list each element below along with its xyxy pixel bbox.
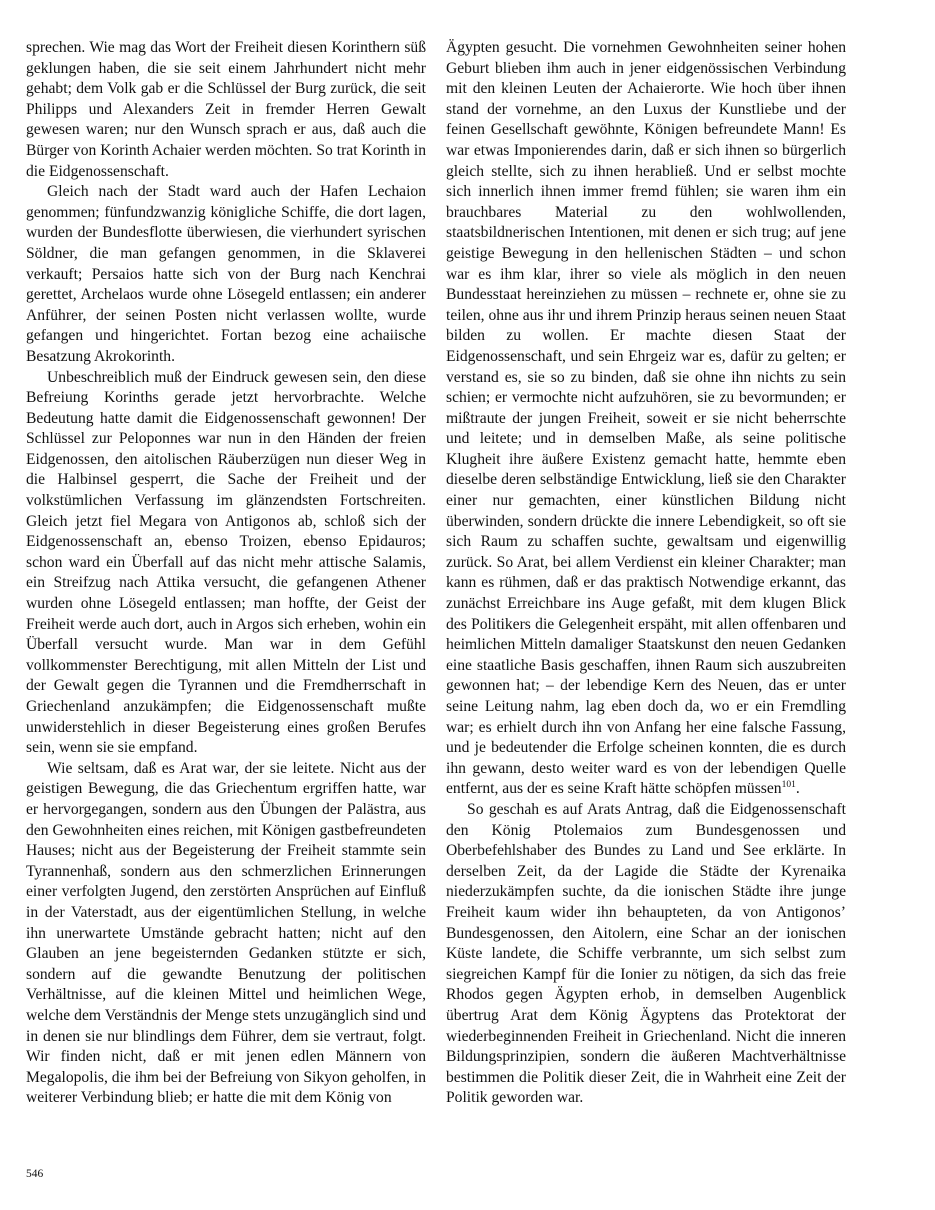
paragraph: Gleich nach der Stadt ward auch der Hafen Lechaion genommen; fünfundzwanzig königliche Schiffe, die dort lagen, wurden der Bundesflotte überwiesen, die vierhundert syrischen Söldner, die man gefangen genommen, in die Sklaverei verkauft; Persaios hatte sich von der Burg nach Kenchrai gerettet, Archelaos wurde ohne Lösegeld entlassen; ein anderer Anführer, der seinen Posten nicht verlassen wollte, wurde gefangen und hingerichtet. Fortan bezog eine achaiische Besatzung Akrokorinth. bbox=[26, 183, 426, 365]
paragraph bbox=[446, 38, 846, 800]
left-column bbox=[26, 38, 426, 1109]
footnote-reference[interactable]: 101 bbox=[781, 780, 796, 791]
paragraph: Wie seltsam, daß es Arat war, der sie leitete. Nicht aus der geistigen Bewegung, die das Griechentum ergriffen hatte, war er hervorgegangen, sondern aus den Übungen der Palästra, aus den Gewohnheiten eines reichen, mit Königen gastbefreundeten Hauses; nicht aus der Begeisterung der Freiheit stammte sein Tyrannenhaß, sondern aus den schmerzlichen Erinnerungen einer verfolgten Jugend, den zerstörten Ansprüchen auf Einfluß in der Vaterstadt, aus der eigentümlichen Stellung, in welche ihn unerwartete Umstände gebracht hatten; nicht auf den Glauben an jene begeisternden Gedanken stützte er sich, sondern auf die gewandte Benutzung der politischen Verhältnisse, auf die kleinen Mittel und heimlichen Wege, welche dem Verständnis der Menge stets unzugänglich sind und in denen sie nur blindlings dem Führer, dem sie vertraut, folgt. Wir finden nicht, daß er mit jenen edlen Männern von Megalopolis, die ihm bei der Befreiung von Sikyon geholfen, in weiterer Verbindung blieb; er hatte die mit dem König von bbox=[26, 759, 426, 1107]
paragraph: sprechen. Wie mag das Wort der Freiheit diesen Korinthern süß geklungen haben, die sie seit einem Jahrhundert nicht mehr gehabt; dem Volk gab er die Schlüssel der Burg zurück, die seit Philipps und Alexanders Zeit in fremder Herren Gewalt gewesen waren; nur den Wunsch sprach er aus, daß auch die Bürger von Korinth Achaier werden möchten. So trat Korinth in die Eidgenossenschaft. bbox=[26, 39, 426, 180]
sentence-end: . bbox=[795, 780, 800, 798]
paragraph: Unbeschreiblich muß der Eindruck gewesen sein, den diese Befreiung Korinths gerade jetzt hervorbrachte. Welche Bedeutung hatte damit die Eidgenossenschaft gewonnen! Der Schlüssel zur Peloponnes war nun in den Händen der freien Eidgenossen, den aitolischen Räuberzügen nun dieser Weg in die Halbinsel gesperrt, die Sache der Freiheit und der volkstümlichen Verfassung im glänzendsten Fortschreiten. Gleich jetzt fiel Megara von Antigonos ab, schloß sich der Eidgenossenschaft an, ebenso Troizen, ebenso Epidauros; schon ward ein Überfall auf das nicht mehr attische Salamis, ein Streifzug nach Attika versucht, die gefangenen Athener wurden ohne Lösegeld entlassen; man hoffte, der Geist der Freiheit werde auch dort, auch in Argos sich erheben, wohin ein Überfall versucht wurde. Man war in dem Gefühl vollkommenster Berechtigung, mit allen Mitteln der List und der Gewalt gegen die Tyrannen und die Fremdherrschaft in Griechenland anzukämpfen; die Eidgenossenschaft mußte unwiderstehlich in dieser Begeisterung eines großen Berufes sein, wenn sie sie empfand. bbox=[26, 368, 426, 757]
paragraph-text: Ägypten gesucht. Die vornehmen Gewohnheiten seiner hohen Geburt blieben ihm auch in jener eidgenössischen Verbindung mit den kleinen Leuten der Achaierorte. Wie hoch über ihnen stand der vornehme, an den Luxus der Kunstliebe und der feinen Gesellschaft gewöhnte, Königen befreundete Mann! Es war etwas Imponierendes darin, daß er sich ihnen so bürgerlich gleich stellte, sich zu ihnen herabließ. Und er selbst mochte sich innerlich ihnen immer fremd fühlen; sie waren ihm ein brauchbares Material zu den wohlwollenden, staatsbildnerischen Intentionen, mit denen er sich trug; auf jene geistige Bewegung in den hellenischen Städten – und schon war es ihm klar, ihrer so viele als möglich in den neuen Bundesstaat hereinziehen zu müssen – rechnete er, ohne sie zu teilen, ohne aus ihr und ihrem Prinzip heraus seinen neuen Staat bilden zu wollen. Er machte diesen Staat der Eidgenossenschaft, und sein Ehrgeiz war es, dafür zu gelten; er verstand es, sie so zu binden, daß sie ohne ihn nichts zu sein schien; er vermochte nicht aufzuhören, sie zu bevormunden; er mißtraute der jungen Freiheit, soweit er sie nicht beherrschte und leitete; und in demselben Maße, als seine politische Klugheit ihre äußere Existenz gemacht hatte, hemmte eben dieselbe deren selbständige Entwicklung, ließ sie den Charakter einer nur gemachten, einer künstlichen Bildung nicht überwinden, sondern drückte die innere Lebendigkeit, so oft sie sich Raum zu schaffen suchte, gewaltsam und eigenwillig zurück. So Arat, bei allem Verdienst ein kleiner Charakter; man kann es rühmen, daß er das praktisch Notwendige erkannt, das zunächst Erreichbare ins Auge gefaßt, mit dem klugen Blick des Politikers die Gelegenheit erspäht, mit allen offenbaren und heimlichen Mitteln damaliger Staatskunst den neuen Gedanken eine staatliche Basis geschaffen, ihnen Raum sich auszubreiten gewonnen hat; – der lebendige Kern des Neuen, das er unter seine Leitung nahm, lag eben doch da, wo er ein Fremdling war; es erhielt durch ihn von Anfang her eine falsche Fassung, und je bedeutender die Erfolge scheinen konnten, die es durch ihn gewann, desto weiter ward es von der lebendigen Quelle entfernt, aus der es seine Kraft hätte schöpfen müssen bbox=[446, 39, 846, 798]
page-number: 546 bbox=[26, 1168, 44, 1180]
right-column bbox=[446, 38, 846, 1109]
paragraph: So geschah es auf Arats Antrag, daß die Eidgenossenschaft den König Ptolemaios zum Bundesgenossen und Oberbefehlshaber des Bundes zu Land und See erklärte. In derselben Zeit, da der Lagide die Städte der Kyrenaika niederzukämpfen suchte, da die ionischen Städte ihre junge Freiheit kaum wider ihn behaupteten, da von Antigonos’ Bundesgenossen, den Aitolern, eine Schar an der ionischen Küste landete, die Schiffe verbrannte, um sich selbst zum siegreichen Kampf für die Ionier zu nötigen, da sich das freie Rhodos gegen Ägypten erhob, in demselben Augenblick übertrug Arat dem König Ägyptens das Protektorat der wiederbeginnenden Freiheit in Griechenland. Nicht die inneren Bildungsprinzipien, sondern die äußeren Machtverhältnisse bestimmen die Politik dieser Zeit, die in Wahrheit eine Zeit der Politik geworden war. bbox=[446, 800, 846, 1107]
